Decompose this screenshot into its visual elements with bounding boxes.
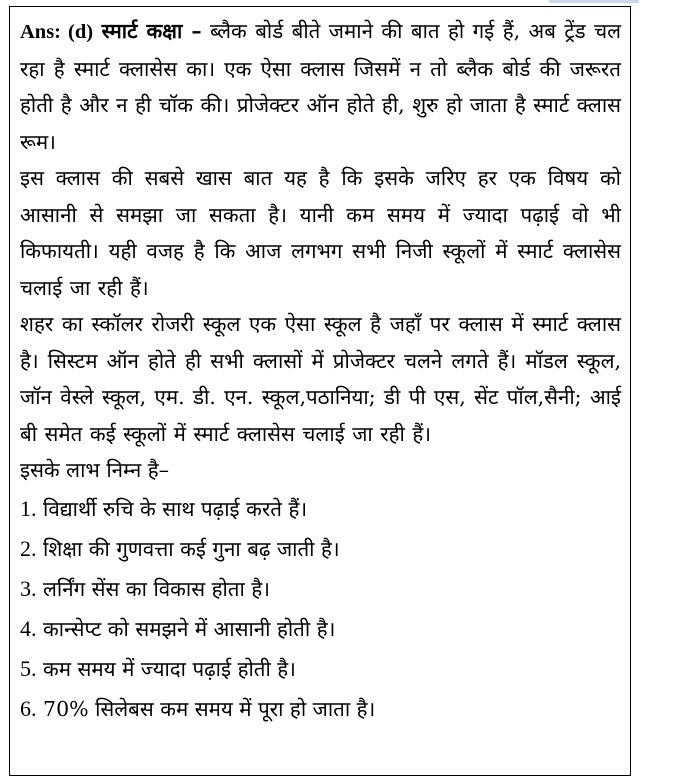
benefit-item (20, 689, 621, 729)
answer-prefix: Ans: (d) (20, 21, 94, 43)
answer-paragraph-2: इस क्लास की सबसे खास बात यह है कि इसके जरिए हर एक विषय को आसानी से समझा जा सकता है। यानी कम समय में ज्यादा पढ़ाई वो भी किफायती। यही वजह है कि आज लगभग सभी निजी स्कूलों में स्मार्ट क्लासेस चलाई जा रही हैं। (20, 166, 621, 300)
benefit-item (20, 529, 621, 569)
answer-paragraph-3: शहर का स्कॉलर रोजरी स्कूल एक ऐसा स्कूल है जहाँ पर क्लास में स्मार्ट क्लास है। सिस्टम ऑन होते ही सभी क्लासों में प्रोजेक्टर चलने लगते हैं। मॉडल स्कूल, जॉन वेस्ले स्कूल, एम. डी. एन. स्कूल,पठानिया; डी पी एस, सेंट पॉल,सैनी; आई बी समेत कई स्कूलों में स्मार्ट क्लासेस चलाई जा रही हैं। (20, 312, 621, 446)
benefits-intro: इसके लाभ निम्न है– (20, 458, 169, 482)
paragraph-text: ब्लैक बोर्ड बीते जमाने की बात हो गई हैं, अब ट्रेंड चल रहा है स्मार्ट क्लासेस का। एक ऐसा क्लास जिसमें न तो ब्लैक बोर्ड की जरूरत होती है और न ही चॉक की। प्रोजेक्टर ऑन होते ही, शुरु हो जाता है स्मार्ट क्लास रूम। (20, 19, 621, 154)
benefit-number: 5. (20, 655, 37, 681)
top-accent-bar (549, 0, 639, 3)
benefit-number: 1. (20, 495, 37, 521)
answer-paragraph-1 (20, 13, 621, 160)
benefit-item (20, 489, 621, 529)
benefit-text: विद्यार्थी रुचि के साथ पढ़ाई करते हैं। (43, 496, 308, 521)
benefit-text: लर्निंग सेंस का विकास होता है। (43, 576, 270, 601)
answer-title: स्मार्ट कक्षा – (101, 19, 202, 43)
benefit-number: 3. (20, 575, 37, 601)
benefit-item (20, 649, 621, 689)
benefit-number: 2. (20, 535, 37, 561)
benefit-number: 6. (20, 695, 37, 721)
benefit-text: कम समय में ज्यादा पढ़ाई होती है। (43, 656, 296, 681)
benefit-text: कान्सेप्ट को समझने में आसानी होती है। (43, 616, 336, 641)
benefits-list (20, 489, 621, 729)
benefit-text: 70% सिलेबस कम समय में पूरा हो जाता है। (43, 696, 376, 721)
benefit-item (20, 569, 621, 609)
benefit-text: शिक्षा की गुणवत्ता कई गुना बढ़ जाती है। (43, 536, 340, 561)
benefit-number: 4. (20, 615, 37, 641)
benefit-item (20, 609, 621, 649)
answer-box (9, 6, 631, 776)
